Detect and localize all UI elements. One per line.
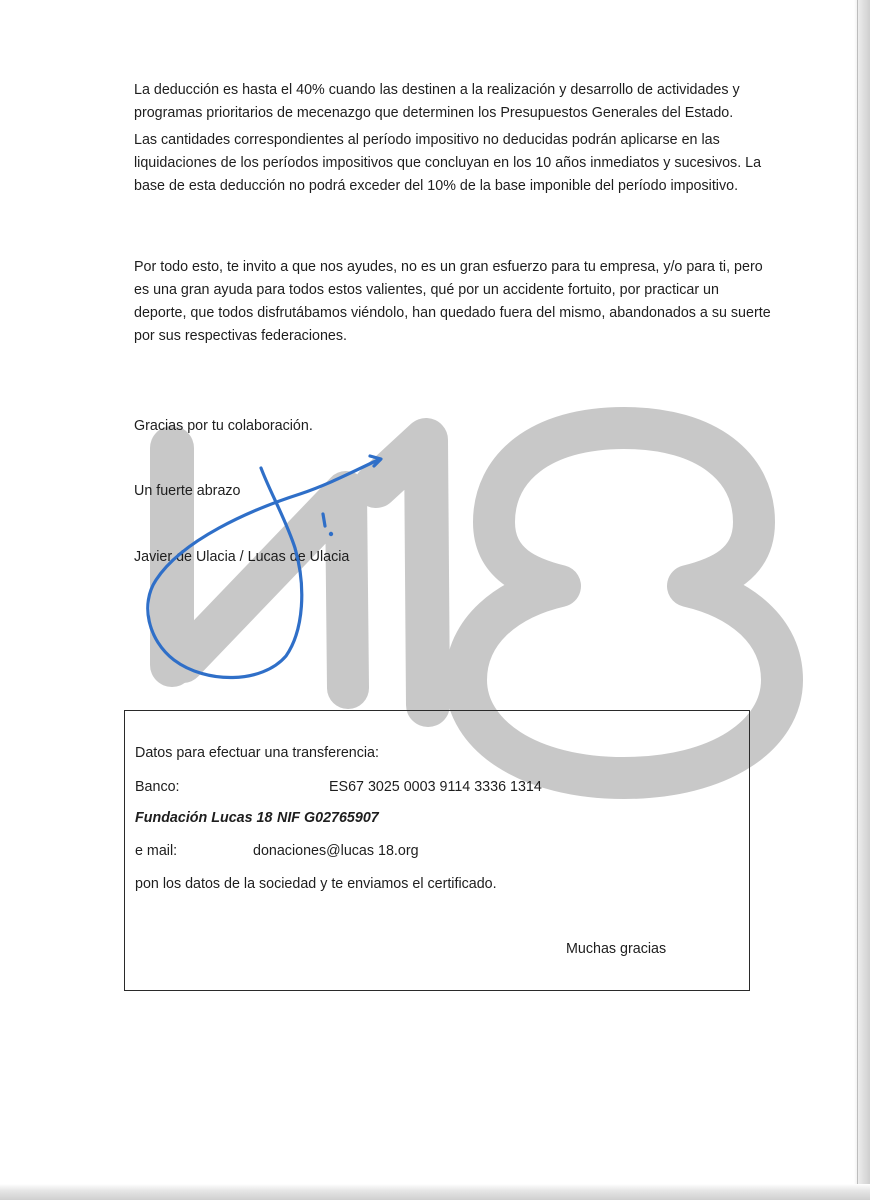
- foundation-name: Fundación Lucas 18: [135, 810, 273, 826]
- signers-line: Javier de Ulacia / Lucas de Ulacia: [134, 549, 350, 565]
- certificate-note: pon los datos de la sociedad y te enviamos el certificado.: [135, 876, 497, 892]
- invitation-paragraph: Por todo esto, te invito a que nos ayudes, no es un gran esfuerzo para tu empresa, y/o para ti, pero es una gran ayuda para todos estos valientes, qué por un accidente fortuito, por practicar un deporte, que todos disfrutábamos viéndolo, han quedado fuera del mismo, abandonados a su suerte por sus respectivas federaciones.: [134, 259, 771, 344]
- carry-forward-paragraph: Las cantidades correspondientes al período impositivo no deducidas podrán aplicarse en las liquidaciones de los períodos impositivos que concluyan en los 10 años inmediatos y sucesivos. La base de esta deducción no podrá exceder del 10% de la base imponible del período impositivo.: [134, 132, 762, 194]
- transfer-details-box: [124, 710, 750, 991]
- email-label: e mail:: [135, 843, 178, 859]
- donation-email: donaciones@lucas 18.org: [253, 843, 419, 859]
- box-thanks: Muchas gracias: [566, 941, 667, 957]
- bank-label: Banco:: [135, 779, 180, 795]
- scan-edge-right: [854, 0, 870, 1200]
- hug-line: Un fuerte abrazo: [134, 483, 241, 499]
- scan-edge-bottom: [0, 1184, 870, 1200]
- deduction-paragraph: La deducción es hasta el 40% cuando las destinen a la realización y desarrollo de actividades y programas prioritarios de mecenazgo que determinen los Presupuestos Generales del Estado.: [134, 82, 740, 121]
- thanks-line: Gracias por tu colaboración.: [134, 418, 313, 434]
- bank-iban: ES67 3025 0003 9114 3336 1314: [329, 779, 542, 795]
- transfer-title: Datos para efectuar una transferencia:: [135, 745, 379, 761]
- foundation-nif: NIF G02765907: [277, 810, 379, 826]
